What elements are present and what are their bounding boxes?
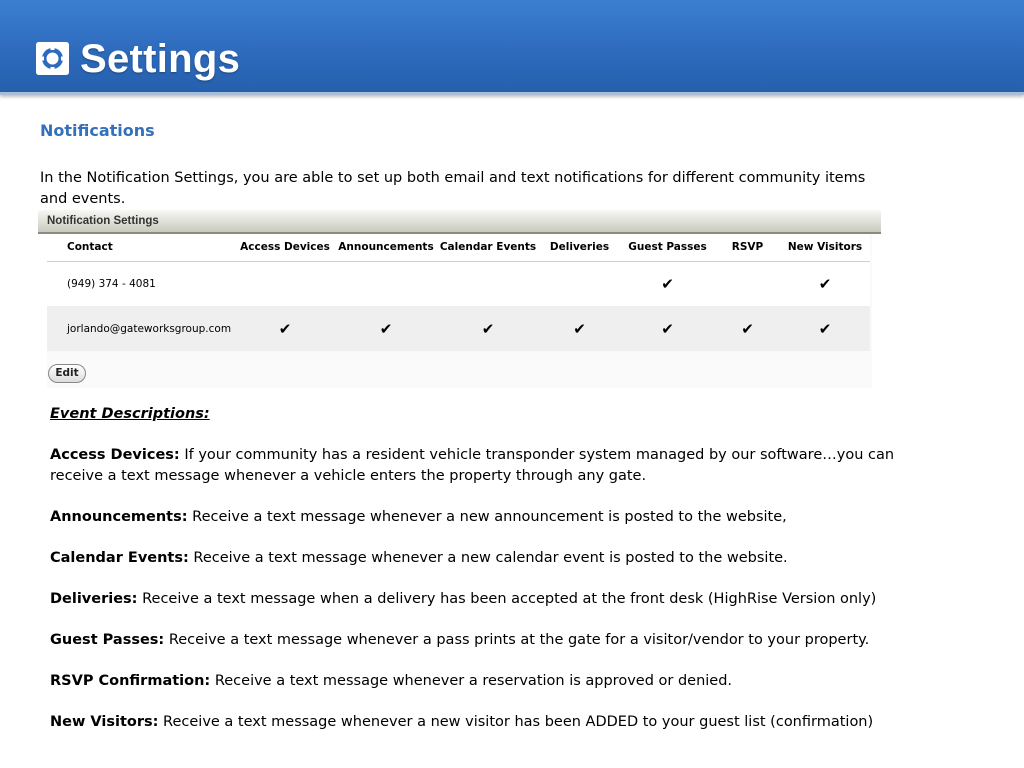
settings-logo-icon — [36, 42, 69, 75]
panel-title-bar — [38, 210, 881, 234]
checkmark-icon: ✔ — [741, 319, 754, 338]
cell-new-visitors — [780, 261, 870, 306]
column-header-new-visitors: New Visitors — [780, 234, 870, 261]
description-new-visitors — [50, 712, 950, 733]
checkmark-icon: ✔ — [573, 319, 586, 338]
cell-deliveries — [539, 261, 620, 306]
checkmark-icon: ✔ — [379, 319, 393, 338]
cell-rsvp — [715, 306, 780, 351]
column-header-contact: Contact — [47, 234, 235, 261]
contact-cell: jorlando@gateworksgroup.com — [47, 306, 235, 351]
description-term: New Visitors: — [50, 714, 159, 730]
description-text: Receive a text message whenever a new announcement is posted to the website, — [187, 509, 787, 525]
checkmark-icon: ✔ — [661, 319, 674, 338]
cell-new-visitors — [780, 306, 870, 351]
column-header-access-devices: Access Devices — [235, 234, 335, 261]
column-header-guest-passes: Guest Passes — [620, 234, 715, 261]
description-announcements — [50, 507, 950, 528]
description-text: Receive a text message when a delivery has been accepted at the front desk (HighRise Version only) — [137, 591, 877, 607]
cell-announcements — [335, 261, 437, 306]
panel-title: Notification Settings — [47, 215, 159, 227]
cell-deliveries — [539, 306, 620, 351]
description-term: Access Devices: — [50, 447, 180, 463]
cell-announcements — [335, 306, 437, 351]
description-text: If your community has a resident vehicle transponder system managed by our software…you can receive a text message whenever a vehicle enters the property through any gate. — [50, 447, 895, 484]
description-calendar-events — [50, 548, 950, 569]
description-text: Receive a text message whenever a new visitor has been ADDED to your guest list (confirmation) — [158, 714, 874, 730]
description-term: Guest Passes: — [50, 632, 165, 648]
description-access-devices — [50, 445, 950, 487]
cell-rsvp — [715, 261, 780, 306]
descriptions-heading: Event Descriptions: — [50, 406, 210, 422]
description-term: RSVP Confirmation: — [50, 673, 211, 689]
event-descriptions-heading — [50, 404, 950, 425]
column-header-calendar-events: Calendar Events — [437, 234, 539, 261]
description-term: Announcements: — [50, 509, 188, 525]
table-header-row — [47, 234, 870, 261]
description-text: Receive a text message whenever a new calendar event is posted to the website. — [188, 550, 788, 566]
cell-calendar-events — [437, 261, 539, 306]
cell-guest-passes — [620, 261, 715, 306]
description-text: Receive a text message whenever a reservation is approved or denied. — [210, 673, 733, 689]
description-text: Receive a text message whenever a pass prints at the gate for a visitor/vendor to your property. — [164, 632, 870, 648]
section-title: Notifications — [40, 121, 155, 140]
header-bar — [0, 0, 1024, 95]
description-term: Calendar Events: — [50, 550, 189, 566]
cell-access-devices — [235, 261, 335, 306]
description-rsvp-confirmation — [50, 671, 950, 692]
checkmark-icon: ✔ — [818, 319, 832, 338]
page-title: Settings — [80, 37, 241, 81]
column-header-announcements: Announcements — [335, 234, 437, 261]
cell-guest-passes — [620, 306, 715, 351]
cell-access-devices — [235, 306, 335, 351]
checkmark-icon: ✔ — [661, 274, 674, 293]
checkmark-icon: ✔ — [818, 274, 832, 293]
contact-cell: (949) 374 - 4081 — [47, 261, 235, 306]
column-header-rsvp: RSVP — [715, 234, 780, 261]
cell-calendar-events — [437, 306, 539, 351]
column-header-deliveries: Deliveries — [539, 234, 620, 261]
description-deliveries — [50, 589, 950, 610]
intro-text: In the Notification Settings, you are able to set up both email and text notifications for different community items and events. — [40, 170, 866, 207]
table-row — [47, 261, 870, 306]
checkmark-icon: ✔ — [278, 319, 292, 338]
checkmark-icon: ✔ — [481, 319, 495, 338]
table-row — [47, 306, 870, 351]
description-guest-passes — [50, 630, 950, 651]
notification-table — [47, 234, 870, 351]
edit-button[interactable]: Edit — [48, 364, 86, 383]
description-term: Deliveries: — [50, 591, 138, 607]
